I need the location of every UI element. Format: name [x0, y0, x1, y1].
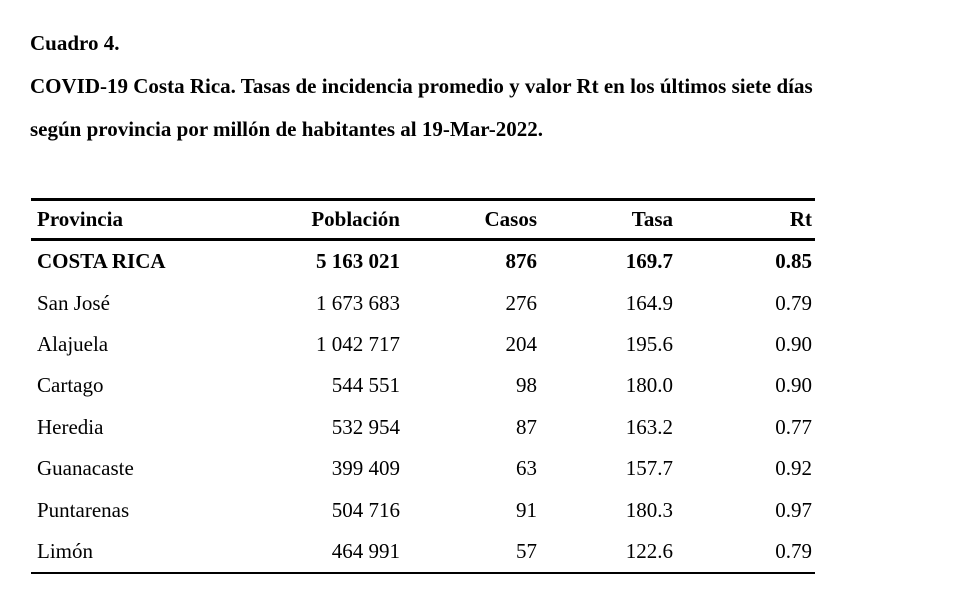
cell-tasa: 157.7 [625, 456, 673, 481]
cell-tasa: 169.7 [625, 249, 673, 274]
column-header-tasa: Tasa [631, 207, 673, 231]
cell-provincia: Heredia [37, 414, 104, 439]
cell-tasa: 164.9 [625, 290, 673, 315]
cell-poblacion: 464 991 [331, 538, 400, 563]
cell-rt: 0.79 [775, 538, 812, 563]
column-header-poblacion: Población [311, 207, 400, 231]
cell-provincia: San José [37, 290, 110, 315]
cell-provincia: Cartago [37, 373, 104, 398]
cell-casos: 91 [516, 497, 537, 522]
cell-provincia: COSTA RICA [37, 249, 166, 274]
cell-tasa: 163.2 [625, 414, 673, 439]
cell-poblacion: 532 954 [331, 414, 400, 439]
caption-label: Cuadro 4. [30, 31, 120, 55]
cell-casos: 204 [505, 331, 537, 356]
cell-rt: 0.90 [775, 373, 812, 398]
cell-poblacion: 544 551 [331, 373, 400, 398]
incidence-table [31, 198, 815, 574]
cell-rt: 0.85 [775, 249, 812, 274]
column-header-rt: Rt [789, 207, 812, 231]
table-row-costa-rica [31, 241, 815, 282]
table-row-limon [31, 531, 815, 572]
table-row-alajuela [31, 324, 815, 365]
table-row-heredia [31, 407, 815, 448]
table-header-row [31, 198, 815, 241]
table-row-cartago [31, 365, 815, 406]
cell-casos: 57 [516, 538, 537, 563]
title-line-1: COVID-19 Costa Rica. Tasas de incidencia promedio y valor Rt en los últimos siete días [30, 74, 813, 98]
cell-provincia: Puntarenas [37, 497, 130, 522]
cell-tasa: 195.6 [625, 331, 673, 356]
cell-casos: 276 [505, 290, 537, 315]
cell-provincia: Limón [37, 538, 93, 563]
cell-tasa: 180.3 [625, 497, 673, 522]
cell-poblacion: 1 042 717 [316, 331, 400, 356]
table-row-puntarenas [31, 489, 815, 530]
cell-casos: 63 [516, 456, 537, 481]
cell-casos: 98 [516, 373, 537, 398]
table-body [31, 241, 815, 574]
cell-poblacion: 1 673 683 [316, 290, 400, 315]
cell-poblacion: 504 716 [331, 497, 400, 522]
cell-rt: 0.79 [775, 290, 812, 315]
cell-tasa: 180.0 [625, 373, 673, 398]
cell-poblacion: 399 409 [331, 456, 400, 481]
cell-rt: 0.97 [775, 497, 812, 522]
column-header-provincia: Provincia [37, 207, 123, 231]
cell-provincia: Guanacaste [37, 456, 134, 481]
cell-provincia: Alajuela [37, 331, 109, 356]
table-caption-block [30, 22, 813, 151]
cell-rt: 0.90 [775, 331, 812, 356]
table-row-guanacaste [31, 448, 815, 489]
table-row-san-jose [31, 282, 815, 323]
cell-casos: 876 [505, 249, 537, 274]
cell-rt: 0.92 [775, 456, 812, 481]
cell-tasa: 122.6 [625, 538, 673, 563]
cell-poblacion: 5 163 021 [316, 249, 400, 274]
cell-rt: 0.77 [775, 414, 812, 439]
cell-casos: 87 [516, 414, 537, 439]
title-line-2: según provincia por millón de habitantes al 19-Mar-2022. [30, 117, 543, 141]
column-header-casos: Casos [484, 207, 537, 231]
